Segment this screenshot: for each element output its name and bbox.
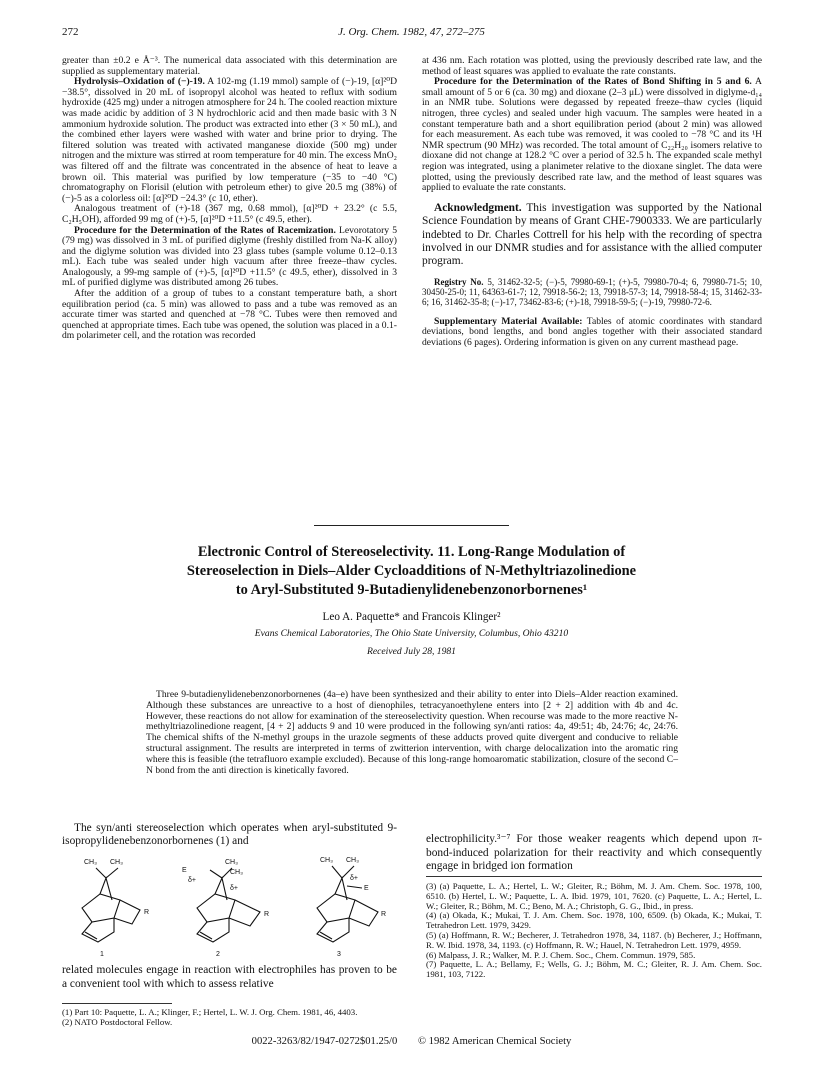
structure-drawing — [62, 850, 397, 960]
paragraph: The syn/anti stereoselection which operates when aryl-substituted 9-isopropylidenebenzonorbornenes (1) and — [62, 822, 397, 848]
figure-label: E — [364, 885, 369, 893]
footnote: (1) Part 10: Paquette, L. A.; Klinger, F.; Hertel, L. W. J. Org. Chem. 1981, 46, 4403. — [62, 1006, 358, 1017]
article-title — [70, 543, 753, 600]
registry-numbers — [422, 277, 762, 307]
figure-label: CH₃ — [320, 857, 333, 865]
figure-label: R — [144, 909, 150, 917]
section-divider — [314, 525, 509, 526]
page-footer — [0, 1036, 823, 1047]
paragraph — [422, 77, 762, 194]
footnote: (6) Malpass, J. R.; Walker, M. P. J. Chem. Soc., Chem. Commun. 1979, 585. — [426, 949, 696, 960]
paragraph: electrophilicity.³⁻⁷ For those weaker reagents which depend upon π-bond-induced polarization for their reactivity and which consequently engage in bridged ion formation — [426, 833, 762, 872]
acknowledgment — [422, 202, 762, 269]
left-column-experimental — [62, 56, 397, 342]
footnote: (4) (a) Okada, K.; Mukai, T. J. Am. Chem. Soc. 1978, 100, 6509. (b) Okada, K.; Mukai, T. Tetrahedron Lett. 1979, 3429. — [426, 910, 762, 931]
paragraph — [62, 226, 397, 290]
compound-number: 3 — [337, 951, 341, 959]
right-column-experimental — [422, 56, 762, 349]
paragraph: greater than ±0.2 e Å⁻³. The numerical data associated with this determination are supplied as supplementary material. — [62, 55, 397, 77]
paragraph: Analogous treatment of (+)-18 (367 mg, 0.68 mmol), [α]²⁰D + 23.2° (c 5.5, C₂H₅OH), afforded 99 mg of (+)-5, [α]²⁰D +11.5° (c 49.5, ether). — [62, 203, 397, 225]
reference-footnotes — [426, 876, 762, 980]
title-line: Electronic Control of Stereoselectivity. 11. Long-Range Modulation of — [197, 544, 626, 560]
figure-label: δ+ — [350, 875, 358, 883]
journal-citation: J. Org. Chem. 1982, 47, 272–275 — [338, 26, 485, 38]
footnote: (5) (a) Hoffmann, R. W.; Becherer, J. Tetrahedron 1978, 34, 1187. (b) Becherer, J.; Hoffmann, R. W. Ibid. 1978, 34, 1193. (c) Hoffmann, R. W.; Hauel, N. Tetrahedron Lett. 1979, 4959. — [426, 929, 762, 950]
figure-label: δ+ — [230, 885, 238, 893]
compound-number: 1 — [100, 951, 104, 959]
paragraph: related molecules engage in reaction with electrophiles has proven to be a convenient tool with which to assess relative — [62, 964, 397, 990]
paragraph-heading: Procedure for the Determination of the Rates of Bond Shifting in 5 and 6. — [434, 76, 752, 88]
structure-figure — [62, 850, 397, 960]
article-header — [70, 543, 753, 657]
footnote: (2) NATO Postdoctoral Fellow. — [62, 1016, 173, 1027]
figure-label: CH₃ — [84, 859, 97, 867]
title-line: to Aryl-Substituted 9-Butadienylidenebenzonorbornenes¹ — [235, 582, 588, 598]
affiliation: Evans Chemical Laboratories, The Ohio State University, Columbus, Ohio 43210 — [254, 628, 569, 639]
article-code: 0022-3263/82/1947-0272$01.25/0 — [251, 1036, 398, 1047]
paragraph-text: Levorotatory 5 (79 mg) was dissolved in 3 mL of purified diglyme (freshly distilled from Na-K alloy) and the diglyme solution was divided into 23 glass tubes (sample volume 0.12–0.13 mL). Each tube was sealed under high vacuum after three freeze–thaw cycles. Analogously, a 99-mg sample of (+)-5, [α]²⁰D +11.5° (c 49.5, ether), dissolved in 3 mL of purified diglyme was distributed among 26 tubes. — [62, 224, 397, 289]
page-number: 272 — [62, 26, 79, 38]
supplementary-material — [422, 317, 762, 349]
paragraph-heading: Procedure for the Determination of the Rates of Racemization. — [74, 224, 336, 236]
title-line: Stereoselection in Diels–Alder Cycloadditions of N-Methyltriazolinedione — [186, 563, 637, 579]
figure-label: CH₃ — [225, 859, 238, 867]
figure-label: R — [381, 911, 387, 919]
authors: Leo A. Paquette* and Francois Klinger² — [322, 611, 501, 623]
footnote: (3) (a) Paquette, L. A.; Hertel, L. W.; Gleiter, R.; Böhm, M. J. Am. Chem. Soc. 1978, 100, 6510. (b) Hertel, L. W.; Paquette, L. A. Ibid. 1979, 101, 7620. (c) Paquette, L. A.; Hertel, L. W.; Gleiter, R.; Böhm, M. C.; Beno, M. A.; Christoph, G. G., Ibid., in press. — [426, 881, 762, 911]
compound-number: 2 — [216, 951, 220, 959]
supplementary-heading: Supplementary Material Available: — [434, 315, 583, 327]
copyright: © 1982 American Chemical Society — [417, 1036, 572, 1047]
supplementary-text: Tables of atomic coordinates with standard deviations, bond lengths, and bond angles together with their associated standard deviations (6 pages). Ordering information is given on any current masthead page. — [422, 315, 762, 348]
figure-label: CH₃ — [346, 857, 359, 865]
registry-heading: Registry No. — [434, 276, 484, 287]
paragraph: at 436 nm. Each rotation was plotted, using the previously described rate law, and the method of least squares was applied to evaluate the rate constants. — [422, 55, 762, 77]
received-date: Received July 28, 1981 — [367, 646, 456, 657]
footnote: (7) Paquette, L. A.; Bellamy, F.; Wells, G. J.; Böhm, M. C.; Gleiter, R. J. Am. Chem. Soc. 1981, 103, 7122. — [426, 959, 762, 980]
page-header — [62, 26, 761, 42]
figure-label: CH₃ — [230, 869, 243, 877]
footnote-divider — [62, 1003, 172, 1004]
figure-label: E — [182, 867, 187, 875]
paragraph: After the addition of a group of tubes to a constant temperature bath, a short equilibration period (ca. 5 min) was allowed to pass and a tube was removed as an accurate timer was started and quenched at −78 °C. Tubes were then removed and quenched at appropriate times. Each tube was opened, the solution was placed in a 0.1-dm polarimeter cell, and the rotation was recorded — [62, 288, 397, 342]
abstract: Three 9-butadienylidenebenzonorbornenes (4a–e) have been synthesized and their ability to enter into Diels–Alder reaction examined. Although these substances are unreactive to a host of dienophiles, tetracyanoethylene enters into [2 + 2] addition with 4b and 4c. However, these reactions do not allow for examination of the stereoselectivity question. When recourse was made to the more reactive N-methyltriazolinedione reagent, [4 + 2] adducts 9 and 10 were produced in the following syn/anti ratios: 4a, 49:51; 4b, 24:76; 4c, 24:76. The chemical shifts of the N-methyl groups in the urazole segments of these adducts proved quite divergent and conducive to reliable structural assignment. The results are interpreted in terms of zwitterion intervention, with charge delocalization into the aromatic ring where this is feasible (the tetrafluoro example excluded). Because of this long-range homoaromatic stabilization, closure of the second C–N bond from the anti direction is kinetically favored. — [146, 689, 678, 776]
figure-label: R — [264, 911, 270, 919]
left-column-body — [62, 822, 397, 1027]
acknowledgment-heading: Acknowledgment. — [434, 201, 522, 214]
registry-text: 5, 31462-32-5; (−)-5, 79980-69-1; (+)-5, 79980-70-4; 6, 79980-71-5; 10, 30450-25-0; 11, 64363-61-7; 12, 79918-56-2; 13, 79918-57-3; 14, 79918-58-4; 15, 31462-33-6; 16, 31462-35-8; (−)-17, 73462-83-6; (+)-18, 79918-59-5; (−)-19, 79980-72-6. — [422, 276, 762, 307]
acknowledgment-text: This investigation was supported by the National Science Foundation by means of Grant CHE-7900333. We are particularly indebted to Dr. Charles Cottrell for his help with the recording of spectra involved in our DNMR studies and for assistance with the allied computer program. — [422, 201, 762, 268]
paragraph — [62, 77, 397, 204]
figure-label: δ+ — [188, 877, 196, 885]
paragraph-text: A small amount of 5 or 6 (ca. 30 mg) and dioxane (2–3 μL) were dissolved in diglyme-d₁₄ in an NMR tube. Solutions were degassed by repeated freeze–thaw cycles (liquid nitrogen, three cycles) and sealed under high vacuum. The samples were heated in a constant temperature bath and a short equilibration period (about 2 min) was allowed for each measurement. As each tube was removed, it was cooled to −78 °C and its ¹H NMR spectrum (90 MHz) was recorded. The total amount of C₂₂H₂₀ isomers relative to dioxane did not change at 128.2 °C over a period of 32.5 h. The expanded scale methyl region was integrated, using a planimeter relative to the dioxane singlet. The data were plotted, using the previously described rate law, and the method of least squares was applied to evaluate the rate constants. — [422, 76, 762, 194]
figure-label: CH₃ — [110, 859, 123, 867]
paragraph-heading: Hydrolysis–Oxidation of (−)-19. — [74, 76, 205, 88]
paragraph-text: A 102-mg (1.19 mmol) sample of (−)-19, [α]²⁰D −38.5°, dissolved in 20 mL of isopropyl alcohol was heated to reflux with sodium hydroxide (425 mg) under a nitrogen atmosphere for 24 h. The cooled reaction mixture was made acidic by addition of 3 N hydrochloric acid and then made basic with 3 N ammonium hydroxide solution. The product was extracted into ether (3 × 50 mL), and the combined ether layers were washed with water and brine prior to drying. The filtered solution was treated with activated manganese dioxide (500 mg) under nitrogen and the mixture was stirred at room temperature for 40 min. The excess MnO₂ was filtered off and the filtrate was concentrated in the absence of heat to leave a brown oil. This material was purified by low temperature (−35 to −40 °C) chromatography on Florisil (elution with petroleum ether) to give 20.5 mg (38%) of (−)-5 as a colorless oil: [α]²⁰D −24.3° (c 10, ether). — [62, 76, 398, 204]
